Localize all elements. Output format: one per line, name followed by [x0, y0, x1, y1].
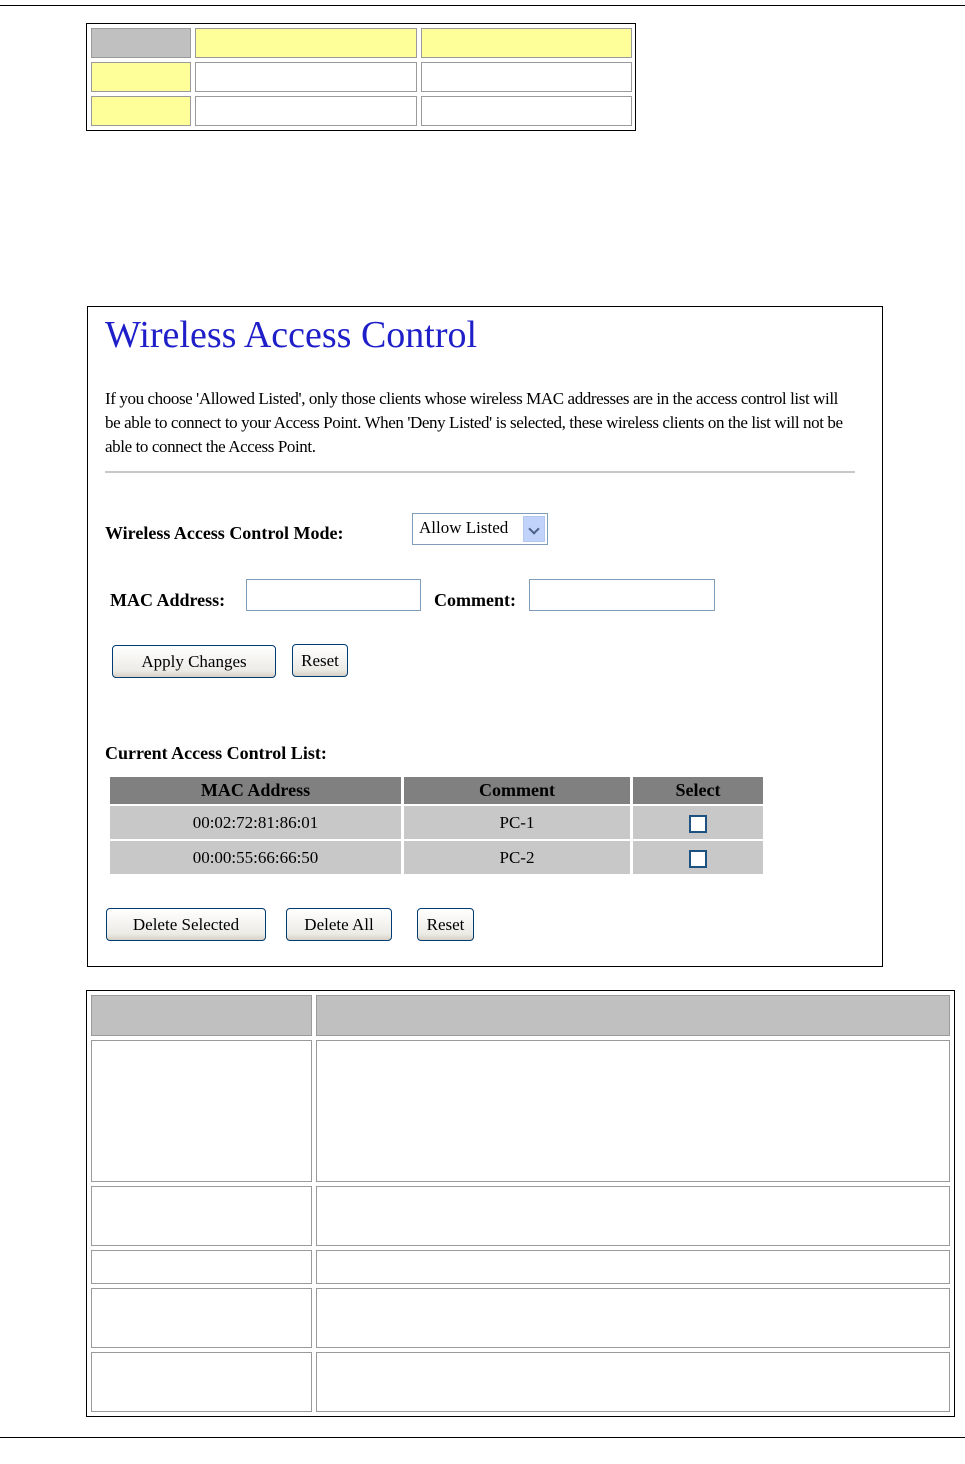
page-bottom-rule: [0, 1437, 965, 1438]
bottom-table-row-5-col-2: [316, 1352, 950, 1412]
top-table: [86, 23, 636, 131]
mac-address-label: MAC Address:: [110, 590, 226, 610]
bottom-table-header-col-2: [316, 995, 950, 1036]
description-text: If you choose 'Allowed Listed', only those clients whose wireless MAC addresses are in the access control list will be able to connect to your Access Point. When 'Deny Listed' is selected, these wireless clients on the list will not be able to connect the Access Point.: [105, 389, 843, 456]
bottom-table-row-1-col-2: [316, 1040, 950, 1182]
top-table-row-1-header: [91, 62, 191, 92]
table-row: [110, 841, 763, 874]
bottom-table: [86, 990, 955, 1417]
wireless-access-control-panel: [87, 306, 883, 967]
bottom-table-header-col-1: [91, 995, 312, 1036]
column-header-comment: Comment: [404, 777, 630, 804]
mode-select[interactable]: [412, 513, 548, 545]
chevron-down-icon[interactable]: [523, 516, 545, 542]
row-mac: 00:02:72:81:86:01: [110, 806, 401, 839]
row-mac: 00:00:55:66:66:50: [110, 841, 401, 874]
comment-input[interactable]: [529, 579, 715, 611]
bottom-table-row-2-col-2: [316, 1186, 950, 1246]
mac-address-input[interactable]: [246, 579, 421, 611]
row-comment: PC-1: [404, 806, 630, 839]
top-table-row-2-col-1: [195, 96, 417, 126]
top-table-header-col-2: [421, 28, 632, 58]
top-table-row-1-col-2: [421, 62, 632, 92]
divider: [105, 471, 855, 474]
column-header-mac: MAC Address: [110, 777, 401, 804]
mode-select-value: Allow Listed: [419, 518, 509, 537]
delete-all-button[interactable]: Delete All: [286, 908, 392, 941]
delete-selected-button[interactable]: Delete Selected: [106, 908, 266, 941]
row-select-checkbox[interactable]: [689, 815, 707, 833]
top-table-header-corner: [91, 28, 191, 58]
top-table-header-col-1: [195, 28, 417, 58]
bottom-table-row-4-col-1: [91, 1288, 312, 1348]
top-table-row-1-col-1: [195, 62, 417, 92]
mode-label: Wireless Access Control Mode:: [105, 523, 344, 543]
bottom-table-row-2-col-1: [91, 1186, 312, 1246]
bottom-table-row-3-col-2: [316, 1250, 950, 1284]
row-select-checkbox[interactable]: [689, 850, 707, 868]
bottom-table-row-3-col-1: [91, 1250, 312, 1284]
access-control-table: [107, 775, 766, 876]
page-title: Wireless Access Control: [105, 314, 478, 356]
column-header-select: Select: [633, 777, 763, 804]
bottom-table-row-1-col-1: [91, 1040, 312, 1182]
top-table-row-2-header: [91, 96, 191, 126]
apply-changes-button[interactable]: Apply Changes: [112, 645, 276, 678]
row-select-cell: [633, 806, 763, 839]
table-header-row: [110, 777, 763, 804]
top-table-row-2-col-2: [421, 96, 632, 126]
bottom-table-row-5-col-1: [91, 1352, 312, 1412]
page-top-rule: [0, 5, 965, 6]
row-comment: PC-2: [404, 841, 630, 874]
access-list-title: Current Access Control List:: [105, 743, 327, 763]
reset-list-button[interactable]: Reset: [417, 908, 474, 941]
table-row: [110, 806, 763, 839]
reset-button[interactable]: Reset: [292, 644, 348, 677]
row-select-cell: [633, 841, 763, 874]
bottom-table-row-4-col-2: [316, 1288, 950, 1348]
comment-label: Comment:: [434, 590, 516, 610]
